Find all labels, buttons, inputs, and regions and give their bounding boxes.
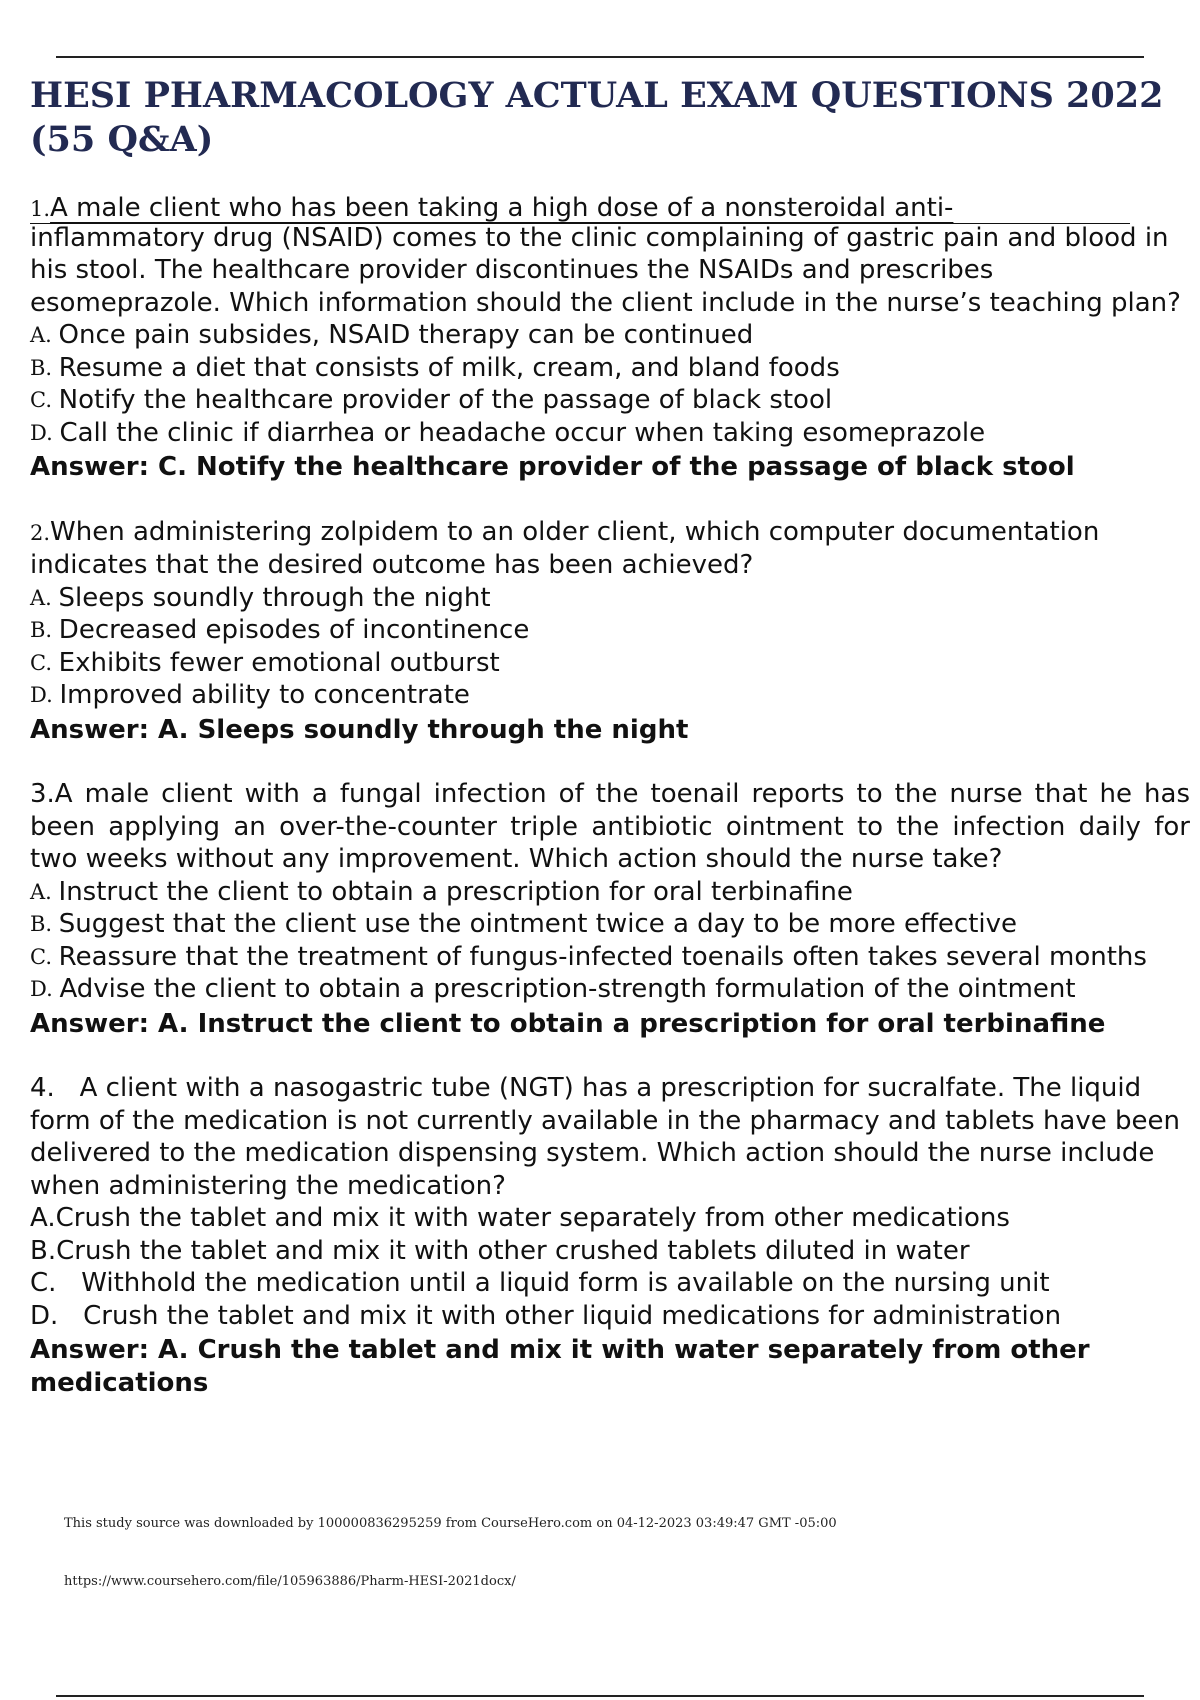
option-text: Call the clinic if diarrhea or headache occur when taking esomeprazole	[59, 417, 986, 448]
question-4-text: 4. A client with a nasogastric tube (NGT) has a prescription for sucralfate. The liquid form of the medication is not currently available in the pharmacy and tablets have been delivered to the medication dispensing system. Which action should the nurse include when administering the medication?	[30, 1073, 1189, 1201]
question-4-option-c[interactable]	[30, 1267, 1190, 1300]
question-2-option-a[interactable]	[30, 582, 1190, 615]
question-4-answer: Answer: A. Crush the tablet and mix it with water separately from other medications	[30, 1335, 1090, 1398]
question-1-number: 1.	[30, 197, 51, 221]
question-2	[30, 516, 1190, 747]
option-letter: C.	[30, 944, 59, 969]
question-1-answer: Answer: C. Notify the healthcare provider of the passage of black stool	[30, 452, 1075, 482]
question-3-option-b[interactable]	[30, 908, 1190, 941]
question-1-option-c[interactable]	[30, 384, 1190, 417]
question-1-text-first-line: A male client who has been taking a high dose of a nonsteroidal anti-	[50, 193, 954, 223]
question-3-text: 3.A male client with a fungal infection of the toenail reports to the nurse that he has been applying an over-the-counter triple antibiotic ointment to the infection daily for two weeks without any improvement. Which action should the nurse take?	[30, 779, 1190, 874]
question-3-option-d[interactable]	[30, 973, 1190, 1006]
option-text: Sleeps soundly through the night	[58, 582, 491, 613]
option-text: Resume a diet that consists of milk, cream, and bland foods	[58, 352, 840, 383]
option-text: Withhold the medication until a liquid form is available on the nursing unit	[81, 1268, 1050, 1298]
option-letter: B.	[30, 618, 59, 642]
question-4-option-b[interactable]	[30, 1235, 1190, 1268]
option-text: Decreased episodes of incontinence	[58, 615, 530, 645]
question-2-number: 2.	[30, 520, 51, 545]
option-text: Crush the tablet and mix it with other liquid medications for administration	[83, 1300, 1062, 1331]
option-letter: B.	[30, 912, 59, 936]
option-letter: B.	[30, 1235, 57, 1266]
question-3-option-a[interactable]	[30, 876, 1190, 909]
option-letter: A.	[30, 323, 59, 347]
question-1-option-b[interactable]	[30, 352, 1190, 385]
question-4-option-a[interactable]	[30, 1202, 1190, 1235]
question-1-text	[30, 192, 1190, 226]
option-text: Exhibits fewer emotional outburst	[58, 647, 500, 678]
question-1-option-a[interactable]	[30, 319, 1190, 352]
question-1	[30, 192, 1190, 484]
option-letter: C.	[30, 650, 59, 675]
option-text: Suggest that the client use the ointment twice a day to be more effective	[58, 909, 1018, 939]
question-4-option-d[interactable]	[30, 1300, 1190, 1333]
question-2-answer: Answer: A. Sleeps soundly through the night	[30, 714, 689, 745]
option-text: Once pain subsides, NSAID therapy can be continued	[58, 320, 754, 350]
option-text: Notify the healthcare provider of the passage of black stool	[58, 385, 833, 415]
question-2-body: When administering zolpidem to an older client, which computer documentation indicates that the desired outcome has been achieved?	[30, 516, 1100, 580]
option-letter: C.	[30, 1268, 82, 1298]
option-letter: D.	[30, 420, 60, 445]
question-3-option-c[interactable]	[30, 941, 1190, 974]
option-text: Advise the client to obtain a prescription-strength formulation of the ointment	[59, 974, 1076, 1004]
document-title: HESI PHARMACOLOGY ACTUAL EXAM QUESTIONS 2022 (55 Q&A)	[30, 75, 1164, 160]
question-2-text	[30, 516, 1190, 582]
question-2-option-c[interactable]	[30, 647, 1190, 680]
option-letter: D.	[30, 977, 60, 1001]
option-letter: B.	[30, 355, 59, 380]
question-1-option-d[interactable]	[30, 417, 1190, 450]
document-page	[30, 74, 1190, 1399]
question-3-answer: Answer: A. Instruct the client to obtain a prescription for oral terbinafine	[30, 1008, 1106, 1039]
download-note: This study source was downloaded by 100000836295259 from CourseHero.com on 04-12-2023 03:49:47 GMT -05:00	[64, 1516, 837, 1531]
option-text: Instruct the client to obtain a prescription for oral terbinafine	[58, 876, 853, 907]
option-letter: D.	[30, 1300, 84, 1331]
option-text: Crush the tablet and mix it with other crushed tablets diluted in water	[56, 1235, 970, 1266]
question-3	[30, 778, 1190, 1040]
option-text: Crush the tablet and mix it with water separately from other medications	[55, 1203, 1010, 1233]
option-text: Reassure that the treatment of fungus-infected toenails often takes several months	[58, 941, 1147, 972]
question-2-option-b[interactable]	[30, 614, 1190, 647]
option-text: Improved ability to concentrate	[59, 680, 470, 710]
option-letter: C.	[30, 388, 59, 412]
option-letter: A.	[30, 879, 59, 904]
bottom-rule	[56, 1695, 1144, 1697]
source-url-link[interactable]: https://www.coursehero.com/file/105963886/Pharm-HESI-2021docx/	[64, 1574, 516, 1589]
option-letter: D.	[30, 683, 60, 707]
top-rule	[56, 56, 1144, 58]
question-4	[30, 1072, 1190, 1399]
option-letter: A.	[30, 585, 59, 610]
option-letter: A.	[30, 1203, 56, 1233]
question-2-option-d[interactable]	[30, 679, 1190, 712]
question-1-text-rest: inflammatory drug (NSAID) comes to the clinic complaining of gastric pain and blood in his stool. The healthcare provider discontinues the NSAIDs and prescribes esomeprazole. Which information should the client include in the nurse’s teaching plan?	[30, 222, 1181, 318]
